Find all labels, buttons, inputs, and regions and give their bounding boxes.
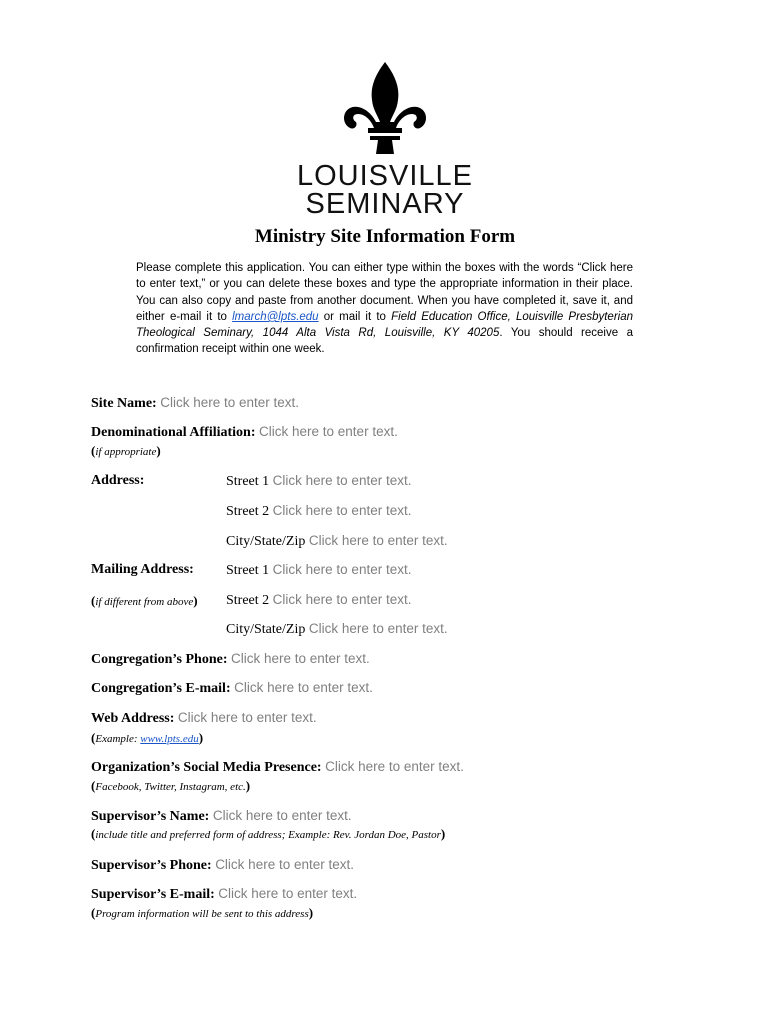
logo xyxy=(0,60,770,218)
logo-line-2: SEMINARY xyxy=(305,188,465,220)
paren-open: ( xyxy=(91,778,96,793)
site-name-label: Site Name: xyxy=(91,396,157,411)
mailing-city-label: City/State/Zip xyxy=(226,622,306,637)
intro-text-2: or mail it to xyxy=(318,310,392,323)
mailing-street1-label: Street 1 xyxy=(226,563,270,578)
fleur-de-lis-icon xyxy=(340,60,430,156)
mailing-note-text: if different from above xyxy=(95,596,194,608)
form-title: Ministry Site Information Form xyxy=(254,226,516,247)
email-row xyxy=(91,680,373,697)
supervisor-email-field[interactable]: Click here to enter text. xyxy=(218,886,358,901)
address-street1-field[interactable]: Click here to enter text. xyxy=(272,473,412,488)
paren-close: ) xyxy=(198,730,204,745)
phone-label: Congregation’s Phone: xyxy=(91,652,228,667)
denomination-label: Denominational Affiliation: xyxy=(91,425,256,440)
phone-row xyxy=(91,651,370,668)
supervisor-email-note xyxy=(91,905,313,921)
web-row xyxy=(91,710,317,727)
web-field[interactable]: Click here to enter text. xyxy=(177,710,317,725)
supervisor-email-note-text: Program information will be sent to this address xyxy=(95,908,309,920)
address-street1-label: Street 1 xyxy=(226,474,270,489)
intro-text-3: . You should receive a confirmation receipt within one week. xyxy=(136,327,634,356)
mailing-street2-field[interactable]: Click here to enter text. xyxy=(272,592,412,607)
web-note-text: Example: xyxy=(95,733,141,745)
address-label: Address: xyxy=(91,473,145,488)
site-name-field[interactable]: Click here to enter text. xyxy=(160,395,300,410)
mailing-note xyxy=(91,593,198,609)
email-link[interactable]: lmarch@lpts.edu xyxy=(232,310,319,323)
denomination-field[interactable]: Click here to enter text. xyxy=(259,424,398,439)
instructions-paragraph xyxy=(136,260,633,358)
social-row xyxy=(91,759,464,776)
site-name-row xyxy=(91,395,299,412)
email-label: Congregation’s E-mail: xyxy=(91,681,231,696)
address-city-label: City/State/Zip xyxy=(226,534,306,549)
phone-field[interactable]: Click here to enter text. xyxy=(231,651,370,666)
supervisor-phone-label: Supervisor’s Phone: xyxy=(91,858,212,873)
social-note xyxy=(91,778,250,794)
web-note xyxy=(91,730,203,746)
supervisor-phone-row xyxy=(91,857,354,874)
social-field[interactable]: Click here to enter text. xyxy=(325,759,464,774)
paren-close: ) xyxy=(245,778,251,793)
mailing-city-row xyxy=(226,621,448,638)
supervisor-name-field[interactable]: Click here to enter text. xyxy=(212,808,352,823)
address-city-field[interactable]: Click here to enter text. xyxy=(308,533,448,548)
web-label: Web Address: xyxy=(91,711,175,726)
denomination-row xyxy=(91,424,398,441)
paren-close: ) xyxy=(308,905,314,920)
paren-open: ( xyxy=(91,905,96,920)
email-field[interactable]: Click here to enter text. xyxy=(234,680,373,695)
address-street2-field[interactable]: Click here to enter text. xyxy=(272,503,412,518)
paren-open: ( xyxy=(91,826,96,841)
supervisor-name-row xyxy=(91,808,352,825)
mailing-address-label: Mailing Address: xyxy=(91,562,194,577)
supervisor-email-label: Supervisor’s E-mail: xyxy=(91,887,215,902)
mailing-label-row xyxy=(91,562,194,578)
web-example-link[interactable]: www.lpts.edu xyxy=(140,733,199,745)
mailing-street1-field[interactable]: Click here to enter text. xyxy=(272,562,412,577)
mailing-street2-row xyxy=(226,592,411,609)
social-note-text: Facebook, Twitter, Instagram, etc. xyxy=(95,781,246,793)
social-label: Organization’s Social Media Presence: xyxy=(91,760,322,775)
supervisor-email-row xyxy=(91,886,357,903)
paren-close: ) xyxy=(193,593,198,608)
supervisor-phone-field[interactable]: Click here to enter text. xyxy=(215,857,354,872)
mailing-address-text: Field Education Office, Louisville Presbyterian Theological Seminary, 1044 Alta Vista Rd, Louisville, KY 40205 xyxy=(136,310,633,340)
address-label-row xyxy=(91,473,144,489)
supervisor-name-label: Supervisor’s Name: xyxy=(91,809,210,824)
intro-text-1: Please complete this application. You can either type within the boxes with the words “Click here to enter text,” or you can delete these boxes and type the appropriate information in their place. You can also copy and paste from another document. When you have completed it, save it, and either e-mail it to xyxy=(136,262,633,323)
mailing-street1-row xyxy=(226,562,411,579)
supervisor-name-note xyxy=(91,826,445,842)
supervisor-name-note-text: include title and preferred form of address; Example: Rev. Jordan Doe, Pastor xyxy=(95,829,441,841)
paren-open: ( xyxy=(91,730,96,745)
paren-open: ( xyxy=(91,593,96,608)
logo-line-1: LOUISVILLE xyxy=(296,160,474,192)
address-street2-row xyxy=(226,503,411,520)
denomination-note-text: if appropriate xyxy=(95,446,157,458)
paren-close: ) xyxy=(156,443,161,458)
address-street1-row xyxy=(226,473,411,490)
paren-close: ) xyxy=(440,826,446,841)
denomination-note xyxy=(91,443,161,459)
address-city-row xyxy=(226,533,448,550)
mailing-city-field[interactable]: Click here to enter text. xyxy=(308,621,448,636)
mailing-street2-label: Street 2 xyxy=(226,593,270,608)
address-street2-label: Street 2 xyxy=(226,504,270,519)
paren-open: ( xyxy=(91,443,96,458)
